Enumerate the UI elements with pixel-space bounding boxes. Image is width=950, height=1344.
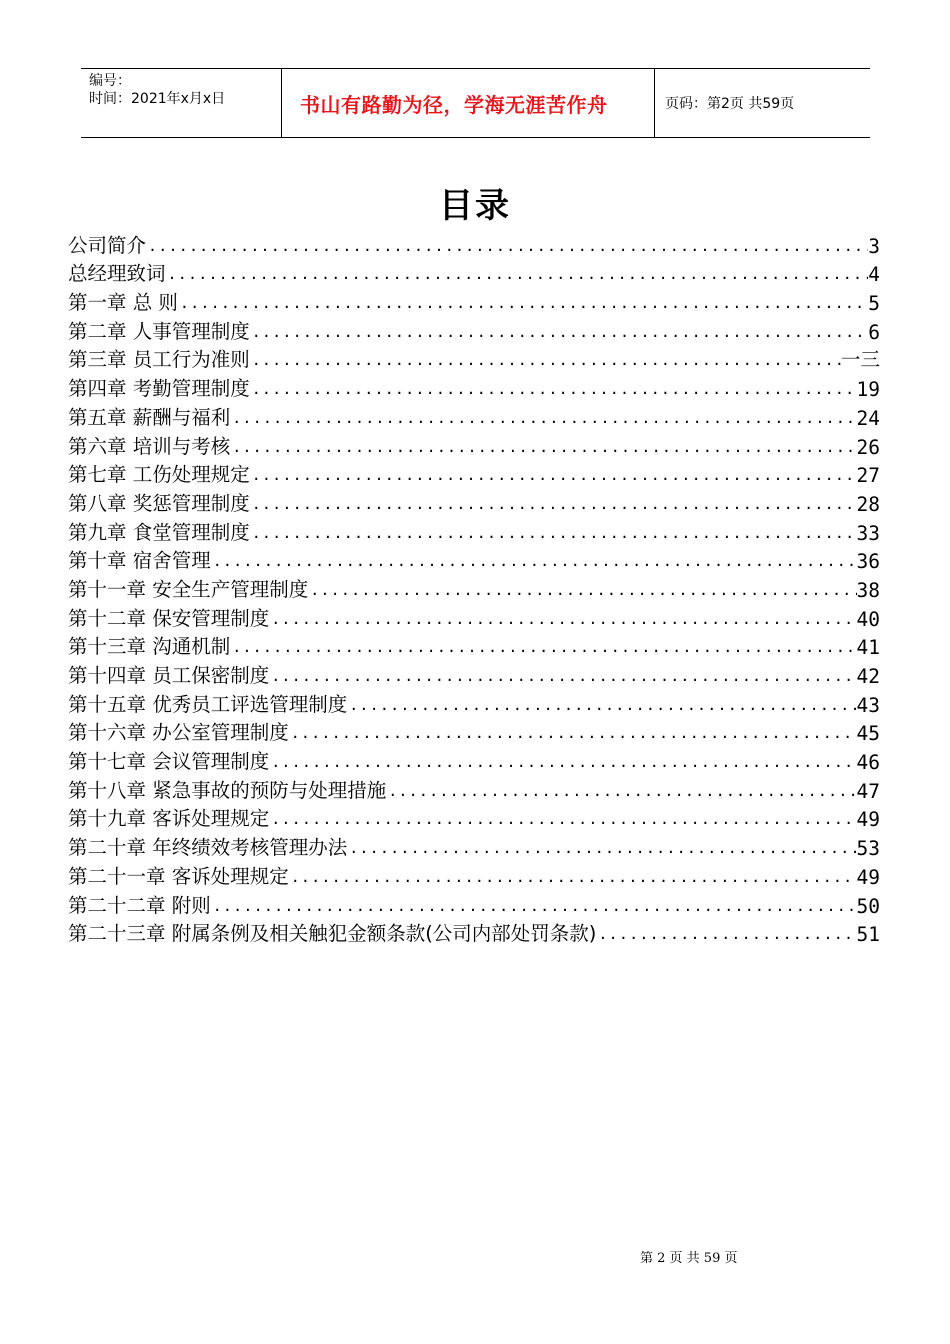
toc-entry-label: 第十五章 优秀员工评选管理制度 [68, 692, 348, 716]
toc-entry-label: 第七章 工伤处理规定 [68, 463, 250, 487]
toc-entry[interactable] [68, 831, 880, 860]
toc-entry-page: 19 [856, 378, 880, 402]
toc-entry[interactable] [68, 659, 880, 688]
toc-entry[interactable] [68, 286, 880, 315]
toc-entry-page: 36 [856, 550, 880, 574]
toc-entry-label: 第十九章 客诉处理规定 [68, 807, 270, 831]
toc-entry[interactable] [68, 889, 880, 918]
toc-entry-page: 5 [868, 292, 880, 316]
toc-leader-dots [269, 810, 856, 831]
toc-entry-label: 公司简介 [68, 233, 147, 257]
toc-entry-page: 49 [856, 808, 880, 832]
toc-entry-page: 47 [856, 779, 880, 803]
document-title: 目录 [439, 186, 511, 226]
toc-leader-dots [230, 409, 856, 430]
toc-entry[interactable] [68, 918, 880, 947]
page-footer: 第 2 页 共 59 页 [640, 1251, 738, 1266]
toc-entry-label: 第二十一章 客诉处理规定 [68, 864, 289, 888]
header-meta [81, 69, 282, 137]
toc-entry-page: 28 [856, 492, 880, 516]
header-motto-cell [282, 69, 655, 137]
toc-leader-dots [211, 897, 857, 918]
toc-entry-page: 43 [856, 693, 880, 717]
toc-entry-page: 24 [856, 406, 880, 430]
toc-entry-label: 第六章 培训与考核 [68, 434, 231, 458]
toc-entry-label: 第十四章 员工保密制度 [68, 664, 270, 687]
toc-entry[interactable] [68, 573, 880, 602]
page-info: 页码：第2页 共59页 [665, 96, 795, 112]
toc-entry-label: 第一章 总 则 [68, 291, 178, 315]
toc-entry[interactable] [68, 545, 880, 574]
toc-entry[interactable] [68, 631, 880, 660]
toc-entry[interactable] [68, 430, 880, 459]
toc-leader-dots [386, 782, 856, 803]
toc-leader-dots [269, 753, 856, 774]
toc-entry-label: 第十七章 会议管理制度 [68, 750, 270, 774]
toc-leader-dots [250, 380, 857, 401]
header-page-cell [655, 69, 870, 137]
toc-entry-page: 26 [856, 435, 880, 459]
toc-entry-page: 45 [856, 722, 880, 746]
toc-entry[interactable] [68, 602, 880, 631]
toc-leader-dots [596, 925, 856, 946]
toc-leader-dots [146, 237, 868, 258]
toc-leader-dots [250, 323, 869, 344]
toc-entry-page: 53 [856, 837, 880, 861]
toc-entry[interactable] [68, 229, 880, 258]
toc-leader-dots [308, 581, 856, 602]
date-line: 时间：2021年x月x日 [89, 91, 226, 107]
toc-entry-label: 总经理致词 [68, 262, 166, 286]
toc-entry-page: 33 [856, 521, 880, 545]
motto: 书山有路勤为径，学海无涯苦作舟 [300, 92, 608, 117]
toc-entry-label: 第十六章 办公室管理制度 [68, 721, 289, 745]
toc-leader-dots [230, 438, 856, 459]
toc-entry-label: 第二十三章 附属条例及相关触犯金额条款(公司内部处罚条款) [68, 922, 597, 946]
toc-entry-page: 50 [856, 894, 880, 918]
toc-entry[interactable] [68, 315, 880, 344]
toc-entry[interactable] [68, 774, 880, 803]
toc-entry-label: 第二章 人事管理制度 [68, 319, 250, 343]
toc-entry-label: 第四章 考勤管理制度 [68, 377, 250, 401]
toc-leader-dots [250, 495, 857, 516]
toc-entry-label: 第十一章 安全生产管理制度 [68, 577, 309, 601]
toc-entry-label: 第八章 奖惩管理制度 [68, 491, 250, 515]
table-of-contents [68, 229, 880, 946]
toc-entry[interactable] [68, 717, 880, 746]
toc-leader-dots [250, 466, 857, 487]
toc-leader-dots [211, 552, 857, 573]
toc-entry[interactable] [68, 688, 880, 717]
toc-entry[interactable] [68, 745, 880, 774]
toc-entry-page: 一三 [840, 348, 880, 372]
toc-entry-label: 第九章 食堂管理制度 [68, 520, 250, 544]
toc-entry-page: 3 [868, 234, 880, 258]
serial-label: 编号： [89, 73, 131, 89]
toc-entry[interactable] [68, 459, 880, 488]
toc-leader-dots [289, 868, 857, 889]
toc-entry-label: 第三章 员工行为准则 [68, 348, 250, 372]
toc-entry-label: 第二十二章 附则 [68, 893, 211, 917]
toc-entry-page: 27 [856, 464, 880, 488]
toc-entry-page: 41 [856, 636, 880, 660]
toc-leader-dots [289, 724, 857, 745]
toc-leader-dots [166, 265, 869, 286]
toc-leader-dots [230, 638, 856, 659]
toc-entry[interactable] [68, 258, 880, 287]
toc-entry-page: 51 [856, 923, 880, 947]
toc-entry-label: 第十二章 保安管理制度 [68, 606, 270, 630]
toc-leader-dots [250, 351, 841, 372]
toc-entry[interactable] [68, 487, 880, 516]
toc-entry-page: 42 [856, 665, 880, 688]
toc-entry-page: 40 [856, 607, 880, 631]
toc-entry[interactable] [68, 803, 880, 832]
toc-entry-page: 46 [856, 751, 880, 775]
toc-leader-dots [269, 610, 856, 631]
toc-entry-page: 49 [856, 865, 880, 889]
toc-entry[interactable] [68, 860, 880, 889]
toc-entry[interactable] [68, 372, 880, 401]
toc-leader-dots [250, 524, 857, 545]
toc-leader-dots [178, 294, 868, 315]
toc-entry-label: 第二十章 年终绩效考核管理办法 [68, 836, 348, 860]
toc-leader-dots [347, 839, 856, 860]
toc-entry-page: 38 [856, 578, 880, 602]
toc-leader-dots [347, 696, 856, 717]
toc-entry-page: 6 [868, 320, 880, 344]
toc-entry[interactable] [68, 344, 880, 373]
page-header [81, 68, 870, 138]
toc-entry[interactable] [68, 401, 880, 430]
toc-entry-label: 第五章 薪酬与福利 [68, 405, 231, 429]
toc-entry-label: 第十三章 沟通机制 [68, 635, 231, 659]
toc-leader-dots [269, 667, 856, 688]
toc-entry-label: 第十八章 紧急事故的预防与处理措施 [68, 778, 387, 802]
toc-entry[interactable] [68, 516, 880, 545]
toc-entry-label: 第十章 宿舍管理 [68, 549, 211, 573]
toc-entry-page: 4 [868, 263, 880, 287]
